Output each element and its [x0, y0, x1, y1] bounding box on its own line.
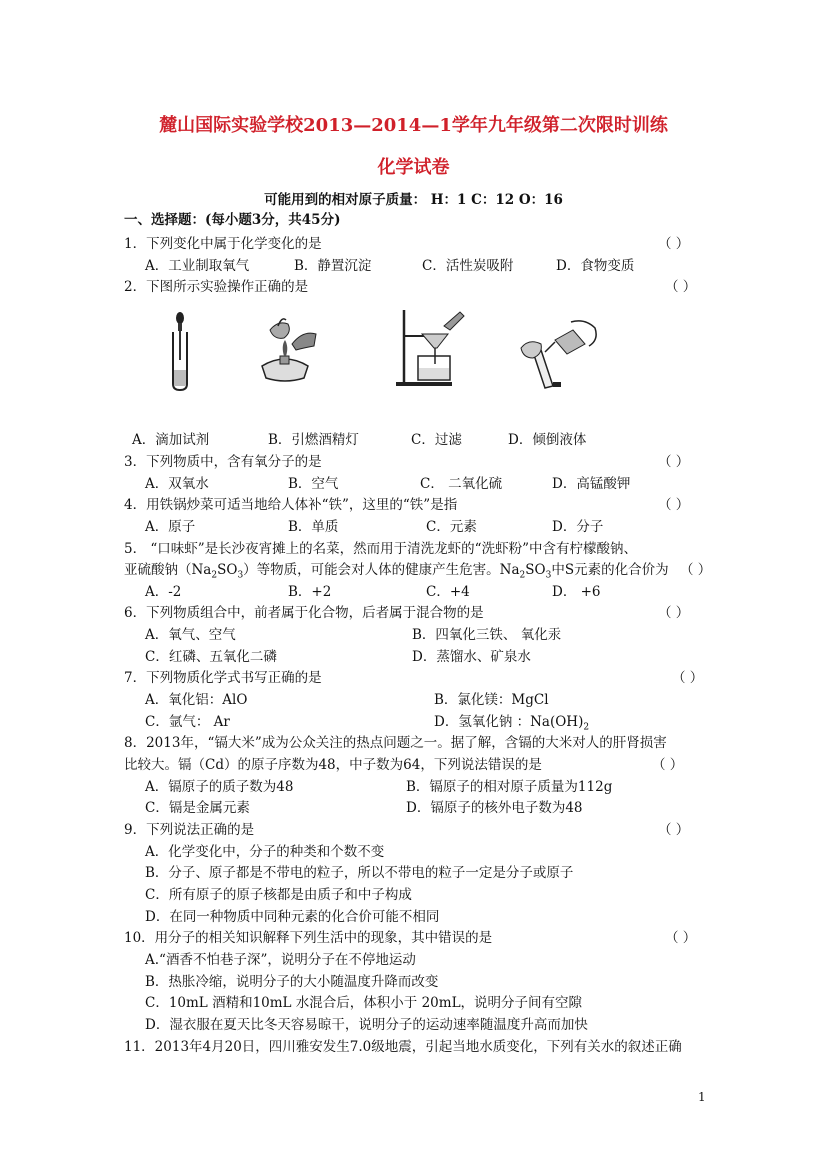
answer-bracket-3: （ ） [658, 454, 690, 470]
q2-option-a: A．滴加试剂 [132, 432, 210, 448]
q7-option-b: B．氯化镁：MgCl [434, 692, 549, 708]
q5-option-a: A．-2 [145, 584, 182, 600]
q9-option-d: D．在同一种物质中同种元素的化合价可能不相同 [145, 909, 440, 925]
q1-option-d: D．食物变质 [556, 258, 635, 274]
q2-option-c: C．过滤 [411, 432, 462, 448]
section-heading: 一、选择题：(每小题3分，共45分) [124, 212, 341, 228]
q1-option-c: C．活性炭吸附 [422, 258, 514, 274]
q8-option-a: A．镉原子的质子数为48 [145, 779, 294, 795]
q4-option-c: C．元素 [426, 519, 477, 535]
q4-option-a: A．原子 [145, 519, 196, 535]
q3-option-a: A．双氧水 [145, 476, 209, 492]
q6-option-b: B．四氧化三铁、 氧化汞 [412, 627, 562, 643]
q3-option-d: D．高锰酸钾 [552, 476, 631, 492]
question-11-stem: 11．2013年4月20日，四川雅安发生7.0级地震，引起当地水质变化，下列有关水的叙述正确 [124, 1039, 682, 1055]
exam-title: 麓山国际实验学校2013—2014—1学年九年级第二次限时训练 [159, 115, 668, 136]
q10-option-d: D．湿衣服在夏天比冬天容易晾干，说明分子的运动速率随温度升高而加快 [145, 1017, 588, 1033]
alcohol-lamp-figure [248, 316, 323, 386]
answer-bracket-2: （ ） [665, 279, 697, 295]
answer-bracket-7: （ ） [672, 670, 704, 686]
question-6-stem: 6．下列物质组合中，前者属于化合物，后者属于混合物的是 [124, 605, 484, 621]
q9-option-c: C．所有原子的原子核都是由质子和中子构成 [145, 887, 412, 903]
pouring-liquid-figure [515, 318, 605, 393]
answer-bracket-4: （ ） [658, 497, 690, 513]
q10-option-a: A.“酒香不怕巷子深”，说明分子在不停地运动 [145, 952, 416, 968]
question-7-stem: 7．下列物质化学式书写正确的是 [124, 670, 322, 686]
q7-option-d: D．氢氧化钠 ：$Na(OH)_2$ [434, 714, 590, 733]
q6-option-c: C．红磷、五氧化二磷 [145, 649, 277, 665]
q8-option-c: C．镉是金属元素 [145, 800, 250, 816]
q2-option-b: B．引燃酒精灯 [268, 432, 359, 448]
filtration-figure [392, 306, 472, 388]
question-10-stem: 10．用分子的相关知识解释下列生活中的现象，其中错误的是 [124, 930, 493, 946]
q6-option-d: D．蒸馏水、矿泉水 [412, 649, 531, 665]
q1-option-a: A．工业制取氧气 [145, 258, 250, 274]
q8-option-b: B．镉原子的相对原子质量为112g [406, 779, 613, 795]
answer-bracket-9: （ ） [658, 822, 690, 838]
question-9-stem: 9．下列说法正确的是 [124, 822, 255, 838]
question-8-stem-line2: 比较大。镉（Cd）的原子序数为48，中子数为64，下列说法错误的是 [124, 757, 542, 773]
q1-option-b: B．静置沉淀 [294, 258, 372, 274]
answer-bracket-6: （ ） [658, 605, 690, 621]
q3-option-b: B．空气 [288, 476, 339, 492]
question-5-stem-line1: 5． “口味虾”是长沙夜宵摊上的名菜，然而用于清洗龙虾的“洗虾粉”中含有柠檬酸钠、 [124, 541, 637, 557]
q5-option-c: C．+4 [426, 584, 470, 600]
q4-option-d: D．分子 [552, 519, 604, 535]
q7-option-a: A．氧化铝：AlO [145, 692, 248, 708]
dropper-test-tube-figure [160, 310, 200, 392]
page-number: 1 [698, 1090, 706, 1104]
question-5-stem-line2: 亚硫酸钠$(Na_2SO_3)$等物质，可能会对人体的健康产生危害。$Na_2SO_3$中S元素的化合价为 [124, 562, 669, 581]
atomic-mass-note: 可能用到的相对原子质量： H：1 C：12 O：16 [264, 192, 563, 208]
answer-bracket-10: （ ） [665, 930, 697, 946]
answer-bracket-1: （ ） [658, 236, 690, 252]
q10-option-b: B．热胀冷缩，说明分子的大小随温度升降而改变 [145, 974, 439, 990]
question-1-stem: 1．下列变化中属于化学变化的是 [124, 236, 322, 252]
q9-option-a: A．化学变化中，分子的种类和个数不变 [145, 844, 385, 860]
question-8-stem-line1: 8．2013年，“镉大米”成为公众关注的热点问题之一。据了解，含镉的大米对人的肝肾损害 [124, 735, 667, 751]
question-2-stem: 2．下图所示实验操作正确的是 [124, 279, 309, 295]
exam-subtitle: 化学试卷 [377, 157, 450, 178]
q8-option-d: D．镉原子的核外电子数为48 [406, 800, 583, 816]
question-3-stem: 3．下列物质中，含有氧分子的是 [124, 454, 322, 470]
q3-option-c: C． 二氧化硫 [420, 476, 503, 492]
q5-option-d: D． +6 [552, 584, 601, 600]
q7-option-c: C．氩气： Ar [145, 714, 230, 730]
answer-bracket-5: （ ） [680, 562, 712, 578]
q2-option-d: D．倾倒液体 [508, 432, 587, 448]
q10-option-c: C．10mL 酒精和10mL 水混合后，体积小于 20mL，说明分子间有空隙 [145, 995, 583, 1011]
q9-option-b: B．分子、原子都是不带电的粒子，所以不带电的粒子一定是分子或原子 [145, 865, 574, 881]
answer-bracket-8: （ ） [652, 757, 684, 773]
q5-option-b: B．+2 [288, 584, 332, 600]
question-4-stem: 4．用铁锅炒菜可适当地给人体补“铁”，这里的“铁”是指 [124, 497, 458, 513]
q4-option-b: B．单质 [288, 519, 339, 535]
q6-option-a: A．氧气、空气 [145, 627, 236, 643]
